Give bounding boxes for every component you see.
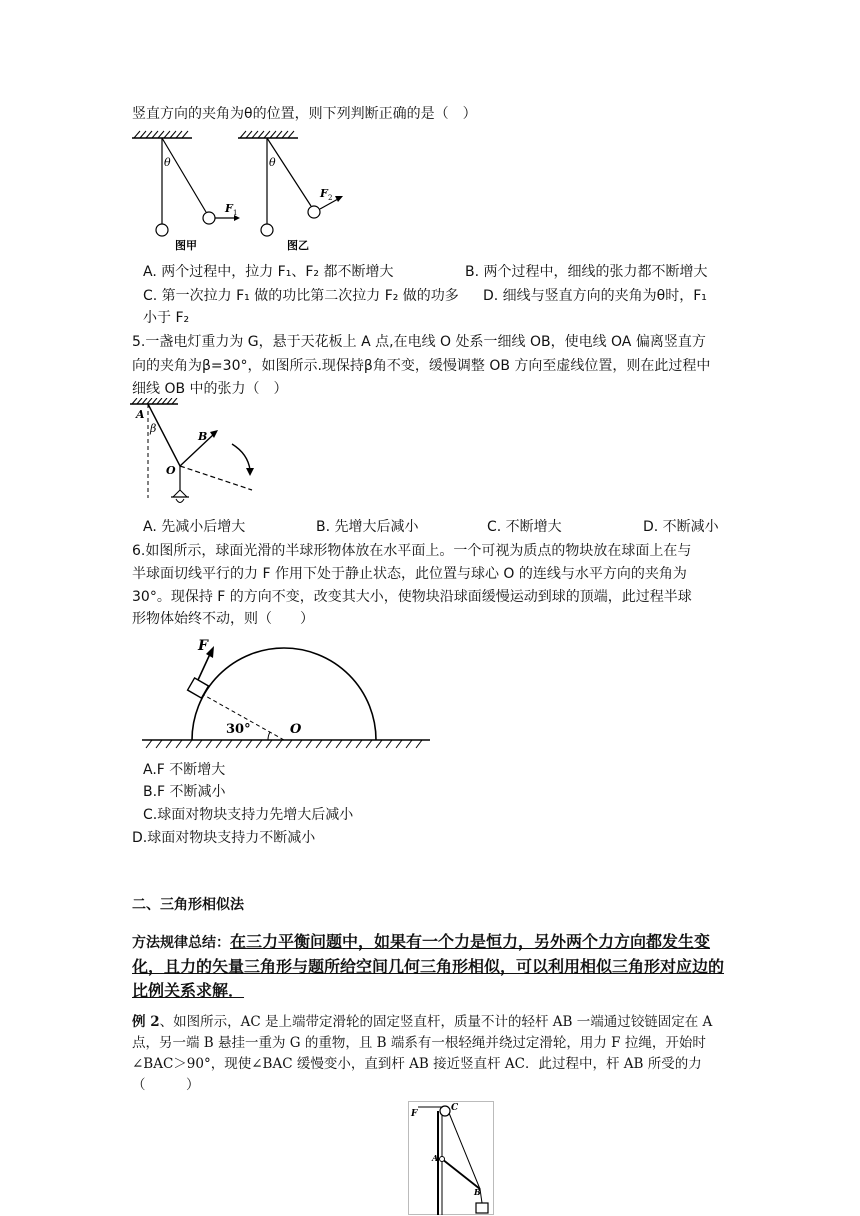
q4-option-d: D. 细线与竖直方向的夹角为θ时，F₁ (483, 288, 707, 304)
q6-line-4: 形物体始终不动，则（ ） (132, 611, 314, 627)
q6-label-angle: 30° (226, 722, 251, 737)
q5-option-b: B. 先增大后减小 (316, 519, 419, 535)
summary-text: 在三力平衡问题中，如果有一个力是恒力，另外两个力方向都发生变化，且力的矢量三角形与题所给空间几何三角形相似，可以利用相似三角形对应边的比例关系求解． (132, 932, 725, 1000)
q4-option-c: C. 第一次拉力 F₁ 做的功比第二次拉力 F₂ 做的功多 (143, 288, 459, 304)
q6-label-f: F (198, 638, 208, 654)
q5-option-c: C. 不断增大 (487, 519, 562, 535)
q4-f1-label: F (225, 202, 233, 215)
q6-line-3: 30°。现保持 F 的方向不变，改变其大小，使物块沿球面缓慢运动到球的顶端，此过程半球 (132, 589, 692, 605)
example-figure (408, 1101, 498, 1215)
q4-f2-arrowhead (335, 196, 343, 202)
example-label-f: F (411, 1109, 418, 1119)
q4-ceiling-right (238, 131, 298, 138)
q5-label-o: O (166, 464, 176, 477)
example-label-b: B (474, 1187, 481, 1197)
q4-f2-sub: 2 (328, 194, 333, 202)
section-heading: 二、三角形相似法 (132, 897, 244, 913)
q4-string-left (162, 138, 206, 212)
q6-figure (140, 632, 440, 752)
q4-ball-left-rest (156, 224, 168, 236)
q4-theta-left: θ (164, 156, 171, 169)
q5-line-2: 向的夹角为β=30°，如图所示.现保持β角不变，缓慢调整 OB 方向至虚线位置，则在此过程中 (132, 358, 711, 374)
example-label-c: C (451, 1103, 459, 1113)
q4-string-right (267, 138, 311, 206)
q5-ceiling (130, 398, 178, 404)
example-label-a: A (432, 1153, 439, 1163)
q4-option-a: A. 两个过程中，拉力 F₁、F₂ 都不断增大 (143, 264, 394, 280)
example-2 (132, 1012, 732, 1096)
q6-label-o: O (290, 722, 302, 737)
q4-figure (130, 130, 370, 260)
q5-label-a: A (136, 408, 145, 421)
q4-ball-right-rest (261, 224, 273, 236)
q6-option-c: C.球面对物块支持力先增大后减小 (143, 807, 354, 823)
example-label: 例 2 (132, 1014, 160, 1030)
summary-label: 方法规律总结： (132, 935, 230, 951)
q5-option-a: A. 先减小后增大 (143, 519, 246, 535)
q6-line-2: 半球面切线平行的力 F 作用下处于静止状态，此位置与球心 O 的连线与水平方向的夹角为 (132, 566, 687, 582)
q4-fig-right-label: 图乙 (287, 239, 309, 252)
q5-rotation-arrowhead (246, 468, 254, 476)
q6-block (188, 678, 209, 698)
q6-option-d: D.球面对物块支持力不断减小 (132, 830, 316, 846)
q4-ceiling-left (132, 131, 192, 138)
q5-rotation-arrow (232, 444, 250, 470)
q6-hemisphere (192, 648, 376, 740)
q5-dashed-ob (180, 466, 252, 490)
q4-f2-label: F (320, 187, 328, 200)
q5-line-3: 细线 OB 中的张力（ ） (132, 381, 288, 397)
q4-ball-right (308, 206, 320, 218)
example-text: 、如图所示，AC 是上端带定滑轮的固定竖直杆，质量不计的轻杆 AB 一端通过铰链固定在 A 点，另一端 B 悬挂一重为 G 的重物，且 B 端系有一根轻绳并绕过定滑轮，用力 F 拉绳，开始时∠BAC＞90°，现使∠BAC 缓慢变小，直到杆 AB 接近竖直杆 AC．此过程中，杆 AB 所受的力（ ） (132, 1014, 713, 1093)
q6-angle-arc (268, 732, 270, 740)
q5-option-d: D. 不断减小 (643, 519, 719, 535)
q6-line-1: 6.如图所示，球面光滑的半球形物体放在水平面上。一个可视为质点的物块放在球面上在与 (132, 543, 692, 559)
q4-fig-left-label: 图甲 (175, 239, 197, 252)
q4-option-b: B. 两个过程中，细线的张力都不断增大 (465, 264, 708, 280)
q5-figure (128, 398, 268, 510)
q6-option-b: B.F 不断减小 (143, 784, 226, 800)
q4-ball-left (203, 212, 215, 224)
example-hinge-a (440, 1157, 445, 1162)
q5-string-ob (180, 434, 214, 466)
q4-option-d-cont: 小于 F₂ (143, 310, 190, 326)
q5-label-beta: β (150, 422, 157, 435)
q4-theta-right: θ (269, 156, 276, 169)
q4-stem-tail: 竖直方向的夹角为θ的位置，则下列判断正确的是（ ） (132, 106, 477, 122)
q6-ground-hatching (146, 740, 422, 748)
q5-label-b: B (198, 430, 208, 443)
q6-option-a: A.F 不断增大 (143, 762, 226, 778)
example-weight (476, 1203, 488, 1213)
q5-lamp-icon (171, 490, 189, 503)
q5-wire-oa (148, 404, 180, 466)
method-summary (132, 930, 732, 1003)
q4-f1-sub: 1 (233, 209, 238, 217)
q6-force-arrow (198, 654, 210, 680)
q5-line-1: 5.一盏电灯重力为 G，悬于天花板上 A 点,在电线 O 处系一细线 OB，使电线 OA 偏离竖直方 (132, 334, 706, 350)
